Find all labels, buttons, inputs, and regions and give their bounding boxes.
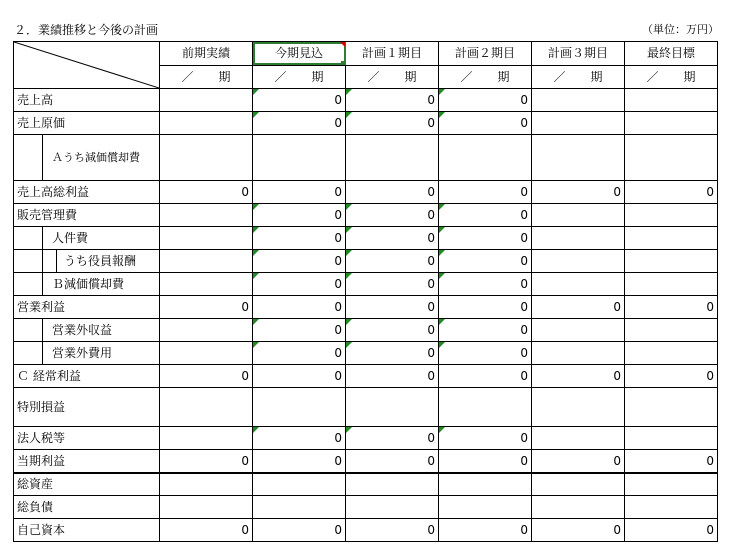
comment-marker-icon [439, 89, 445, 95]
period-slash: ／ [460, 69, 473, 84]
value-cell[interactable]: 0 [253, 342, 346, 365]
value-cell[interactable]: 0 [346, 227, 439, 250]
value-cell[interactable]: 0 [439, 89, 532, 112]
value-cell[interactable]: 0 [160, 296, 253, 319]
value-cell[interactable] [532, 89, 625, 112]
period-slash: ／ [553, 69, 566, 84]
comment-marker-icon [346, 250, 352, 256]
value-cell[interactable] [346, 388, 439, 427]
value-cell[interactable] [625, 250, 718, 273]
period-slash: ／ [367, 69, 380, 84]
table-row [14, 135, 718, 181]
row-label-text: 売上高 [17, 93, 54, 107]
row-label-text: 人件費 [52, 231, 89, 245]
value-cell[interactable] [253, 496, 346, 519]
value-cell[interactable] [160, 319, 253, 342]
table-row [14, 296, 718, 319]
comment-marker-icon [346, 342, 352, 348]
comment-marker-icon [439, 342, 445, 348]
comment-marker-icon [439, 250, 445, 256]
value-cell[interactable]: 0 [439, 342, 532, 365]
comment-marker-icon [253, 250, 259, 256]
table-row [14, 342, 718, 365]
comment-marker-icon [253, 319, 259, 325]
value-cell[interactable] [160, 89, 253, 112]
value-cell[interactable] [625, 273, 718, 296]
value-cell[interactable]: 0 [532, 519, 625, 542]
indent-line [42, 135, 43, 180]
row-label [14, 273, 160, 296]
value-cell[interactable]: 0 [346, 250, 439, 273]
value-cell[interactable]: 0 [253, 296, 346, 319]
row-label [14, 112, 160, 135]
value-cell[interactable] [625, 388, 718, 427]
row-label [14, 181, 160, 204]
comment-marker-icon [346, 89, 352, 95]
column-header[interactable]: 前期実績 [160, 42, 253, 66]
row-label [14, 250, 160, 273]
value-cell[interactable]: 0 [253, 89, 346, 112]
value-cell[interactable] [625, 473, 718, 496]
value-cell[interactable] [532, 273, 625, 296]
value-cell[interactable] [160, 496, 253, 519]
row-label [14, 450, 160, 473]
value-cell[interactable]: 0 [253, 427, 346, 450]
value-cell[interactable]: 0 [346, 112, 439, 135]
section-title: ２．業績推移と今後の計画 [14, 23, 159, 37]
value-cell[interactable] [532, 388, 625, 427]
value-cell[interactable] [625, 204, 718, 227]
row-label [14, 135, 160, 181]
value-cell[interactable] [160, 427, 253, 450]
value-cell[interactable] [625, 135, 718, 181]
row-label-text: 販売管理費 [17, 208, 78, 222]
period-suffix: 期 [404, 69, 417, 84]
diagonal-line [14, 42, 159, 88]
row-label-text: Ａうち減価償却費 [52, 151, 140, 164]
row-label [14, 89, 160, 112]
period-cell[interactable] [439, 65, 532, 89]
value-cell[interactable]: 0 [439, 112, 532, 135]
indent-line [42, 319, 43, 341]
period-cell[interactable] [532, 65, 625, 89]
table-row [14, 227, 718, 250]
row-label-text: 総負債 [17, 500, 54, 514]
value-cell[interactable]: 0 [439, 427, 532, 450]
comment-marker-icon [253, 342, 259, 348]
value-cell[interactable]: 0 [253, 273, 346, 296]
column-header[interactable]: 今期見込 [253, 42, 346, 66]
value-cell[interactable] [253, 388, 346, 427]
table-row [14, 388, 718, 427]
value-cell[interactable]: 0 [439, 296, 532, 319]
value-cell[interactable]: 0 [160, 181, 253, 204]
value-cell[interactable]: 0 [346, 519, 439, 542]
value-cell[interactable] [532, 473, 625, 496]
value-cell[interactable]: 0 [346, 342, 439, 365]
row-label [14, 519, 160, 542]
comment-marker-icon [439, 273, 445, 279]
row-label [14, 427, 160, 450]
period-suffix: 期 [218, 69, 231, 84]
row-label [14, 388, 160, 427]
value-cell[interactable]: 0 [439, 365, 532, 388]
row-label-text: 特別損益 [17, 400, 66, 414]
row-label [14, 342, 160, 365]
value-cell[interactable]: 0 [439, 450, 532, 473]
row-label-text: 営業外費用 [52, 346, 113, 360]
table-row [14, 204, 718, 227]
value-cell[interactable] [160, 473, 253, 496]
value-cell[interactable]: 0 [439, 250, 532, 273]
value-cell[interactable] [346, 473, 439, 496]
row-label-text: 売上原価 [17, 116, 66, 130]
value-cell[interactable]: 0 [253, 204, 346, 227]
row-label [14, 296, 160, 319]
value-cell[interactable]: 0 [625, 365, 718, 388]
value-cell[interactable] [532, 204, 625, 227]
value-cell[interactable] [532, 112, 625, 135]
table-row [14, 473, 718, 496]
value-cell[interactable]: 0 [532, 365, 625, 388]
table-row [14, 427, 718, 450]
value-cell[interactable] [253, 473, 346, 496]
row-label-text: 法人税等 [17, 431, 66, 445]
value-cell[interactable]: 0 [346, 365, 439, 388]
value-cell[interactable]: 0 [439, 273, 532, 296]
value-cell[interactable] [625, 89, 718, 112]
header-diagonal-cell [14, 42, 160, 89]
table-row [14, 273, 718, 296]
comment-marker-icon [253, 89, 259, 95]
period-suffix: 期 [311, 69, 324, 84]
value-cell[interactable] [532, 250, 625, 273]
value-cell[interactable]: 0 [439, 227, 532, 250]
value-cell[interactable]: 0 [346, 427, 439, 450]
value-cell[interactable] [532, 427, 625, 450]
value-cell[interactable]: 0 [253, 519, 346, 542]
value-cell[interactable] [532, 319, 625, 342]
period-cell[interactable] [160, 65, 253, 89]
table-row [14, 89, 718, 112]
row-label [14, 319, 160, 342]
indent-line [42, 250, 43, 272]
value-cell[interactable] [439, 496, 532, 519]
row-label [14, 365, 160, 388]
value-cell[interactable]: 0 [532, 181, 625, 204]
value-cell[interactable]: 0 [439, 519, 532, 542]
value-cell[interactable]: 0 [439, 319, 532, 342]
row-label-text: 売上高総利益 [17, 185, 90, 199]
row-label [14, 496, 160, 519]
value-cell[interactable] [625, 342, 718, 365]
comment-marker-icon [346, 427, 352, 433]
value-cell[interactable] [439, 135, 532, 181]
table-row [14, 112, 718, 135]
period-suffix: 期 [497, 69, 510, 84]
value-cell[interactable] [160, 273, 253, 296]
value-cell[interactable] [160, 342, 253, 365]
value-cell[interactable] [532, 496, 625, 519]
comment-marker-icon [346, 273, 352, 279]
value-cell[interactable]: 0 [253, 365, 346, 388]
unit-label: （単位：万円） [642, 23, 719, 36]
period-slash: ／ [181, 69, 194, 84]
value-cell[interactable]: 0 [346, 319, 439, 342]
value-cell[interactable]: 0 [346, 450, 439, 473]
value-cell[interactable] [253, 135, 346, 181]
table-row [14, 181, 718, 204]
value-cell[interactable] [160, 388, 253, 427]
value-cell[interactable] [160, 135, 253, 181]
value-cell[interactable]: 0 [532, 296, 625, 319]
value-cell[interactable]: 0 [346, 181, 439, 204]
value-cell[interactable]: 0 [253, 181, 346, 204]
value-cell[interactable] [625, 496, 718, 519]
row-label-text: Ｂ減価償却費 [52, 277, 125, 291]
indent-line [42, 342, 43, 364]
period-suffix: 期 [683, 69, 696, 84]
value-cell[interactable]: 0 [439, 181, 532, 204]
table-row [14, 319, 718, 342]
value-cell[interactable]: 0 [532, 450, 625, 473]
table-row [14, 496, 718, 519]
row-label [14, 204, 160, 227]
row-label-text: 総資産 [17, 477, 54, 492]
table-row [14, 450, 718, 473]
period-slash: ／ [274, 69, 287, 84]
table-row [14, 365, 718, 388]
period-slash: ／ [646, 69, 659, 84]
value-cell[interactable]: 0 [160, 365, 253, 388]
row-label-text: 自己資本 [17, 523, 66, 537]
row-label-text: Ｃ 経常利益 [17, 369, 81, 383]
value-cell[interactable] [160, 112, 253, 135]
table-row [14, 250, 718, 273]
value-cell[interactable]: 0 [160, 450, 253, 473]
row-label-text: 営業利益 [17, 300, 66, 314]
comment-marker-icon [253, 204, 259, 210]
value-cell[interactable] [532, 135, 625, 181]
value-cell[interactable]: 0 [346, 296, 439, 319]
comment-marker-icon [439, 319, 445, 325]
table-row [14, 519, 718, 542]
comment-marker-icon [253, 427, 259, 433]
value-cell[interactable]: 0 [625, 450, 718, 473]
value-cell[interactable]: 0 [625, 296, 718, 319]
comment-marker-icon [346, 227, 352, 233]
value-cell[interactable]: 0 [625, 519, 718, 542]
period-cell[interactable] [625, 65, 718, 89]
value-cell[interactable] [625, 227, 718, 250]
value-cell[interactable] [160, 227, 253, 250]
comment-marker-icon [253, 227, 259, 233]
value-cell[interactable]: 0 [346, 204, 439, 227]
value-cell[interactable] [346, 135, 439, 181]
value-cell[interactable]: 0 [625, 181, 718, 204]
value-cell[interactable] [160, 250, 253, 273]
value-cell[interactable]: 0 [160, 519, 253, 542]
note-marker-icon [340, 42, 345, 47]
period-suffix: 期 [590, 69, 603, 84]
indent-line [42, 273, 43, 295]
comment-marker-icon [346, 204, 352, 210]
comment-marker-icon [439, 204, 445, 210]
column-header[interactable]: 計画３期目 [532, 42, 625, 66]
value-cell[interactable]: 0 [253, 450, 346, 473]
value-cell[interactable]: 0 [439, 204, 532, 227]
value-cell[interactable]: 0 [346, 273, 439, 296]
comment-marker-icon [439, 427, 445, 433]
value-cell[interactable]: 0 [253, 112, 346, 135]
value-cell[interactable]: 0 [346, 89, 439, 112]
value-cell[interactable]: 0 [253, 319, 346, 342]
value-cell[interactable] [532, 342, 625, 365]
period-cell[interactable] [253, 65, 346, 89]
column-header[interactable]: 最終目標 [625, 42, 718, 66]
performance-table [13, 41, 718, 542]
indent-line [42, 227, 43, 249]
comment-marker-icon [439, 227, 445, 233]
indent-line [56, 250, 57, 272]
value-cell[interactable] [625, 112, 718, 135]
value-cell[interactable] [439, 388, 532, 427]
comment-marker-icon [253, 273, 259, 279]
value-cell[interactable] [532, 227, 625, 250]
comment-marker-icon [346, 319, 352, 325]
value-cell[interactable] [439, 473, 532, 496]
row-label-text: 当期利益 [17, 453, 66, 468]
value-cell[interactable] [160, 204, 253, 227]
value-cell[interactable]: 0 [253, 250, 346, 273]
column-header[interactable]: 計画１期目 [346, 42, 439, 66]
value-cell[interactable] [346, 496, 439, 519]
period-cell[interactable] [346, 65, 439, 89]
comment-marker-icon [253, 112, 259, 118]
row-label-text: うち役員報酬 [64, 254, 137, 268]
row-label [14, 473, 160, 496]
comment-marker-icon [439, 112, 445, 118]
value-cell[interactable] [625, 427, 718, 450]
row-label-text: 営業外収益 [52, 323, 113, 337]
header-row [14, 42, 718, 66]
row-label [14, 227, 160, 250]
value-cell[interactable] [625, 319, 718, 342]
value-cell[interactable]: 0 [253, 227, 346, 250]
column-header[interactable]: 計画２期目 [439, 42, 532, 66]
comment-marker-icon [346, 112, 352, 118]
